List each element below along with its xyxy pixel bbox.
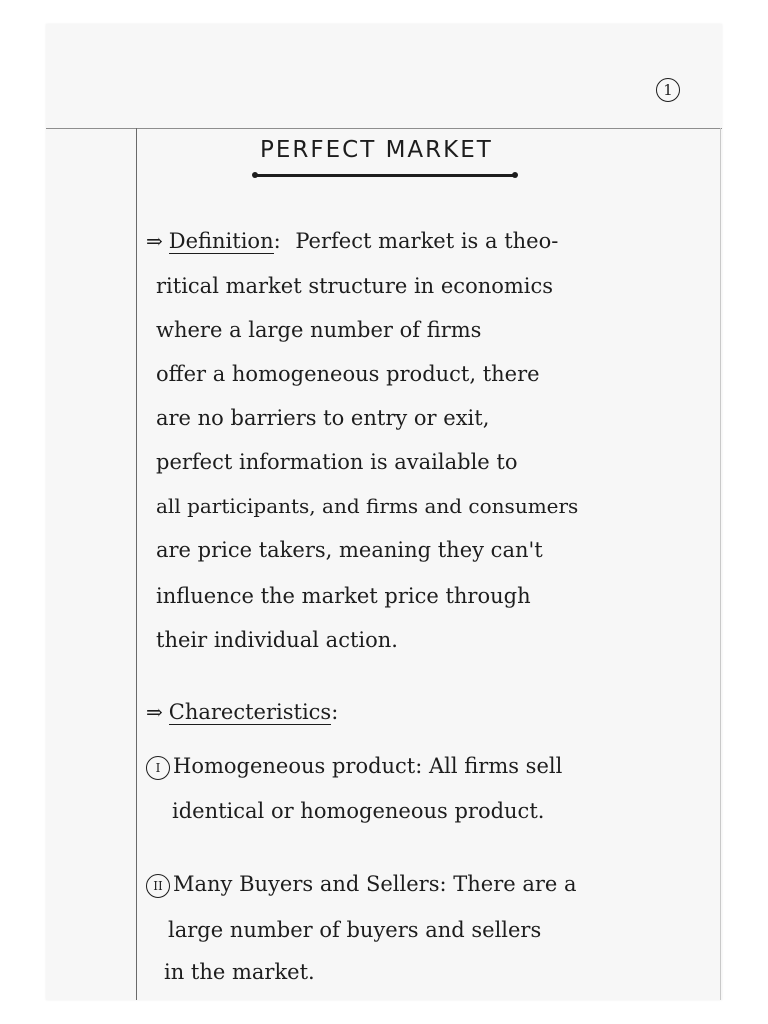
definition-line: all participants, and firms and consumers xyxy=(156,494,579,518)
item-text: Many Buyers and Sellers: There are a xyxy=(173,872,577,896)
notebook-page xyxy=(46,24,722,1000)
characteristic-item-1-line: identical or homogeneous product. xyxy=(172,799,545,823)
characteristics-label: Charecteristics xyxy=(168,700,332,724)
characteristic-item-2-line: in the market. xyxy=(164,960,315,984)
characteristic-item-2-line xyxy=(146,872,577,898)
characteristics-heading xyxy=(146,700,338,725)
margin-line xyxy=(136,128,137,1000)
definition-line: ritical market structure in economics xyxy=(156,274,554,298)
arrow-icon: ⇒ xyxy=(146,229,163,253)
page-title: PERFECT MARKET xyxy=(260,137,493,163)
definition-colon: : xyxy=(273,229,281,253)
definition-heading-line xyxy=(146,229,558,254)
definition-label: Definition xyxy=(168,229,274,253)
characteristic-item-2-line: large number of buyers and sellers xyxy=(168,918,542,942)
right-edge-line xyxy=(720,128,721,1000)
definition-line: where a large number of firms xyxy=(156,318,482,342)
title-underline xyxy=(254,174,516,177)
arrow-icon: ⇒ xyxy=(146,700,163,724)
item-number-badge: I xyxy=(146,756,170,780)
definition-line: perfect information is available to xyxy=(156,450,518,474)
definition-line: are no barriers to entry or exit, xyxy=(156,406,490,430)
item-text: Homogeneous product: All firms sell xyxy=(173,754,563,778)
definition-line: are price takers, meaning they can't xyxy=(156,538,543,562)
characteristic-item-1-line xyxy=(146,754,562,780)
definition-line: their individual action. xyxy=(156,628,398,652)
definition-first-line: Perfect market is a theo- xyxy=(295,229,559,253)
definition-line: offer a homogeneous product, there xyxy=(156,362,540,386)
characteristics-colon: : xyxy=(331,700,339,724)
definition-line: influence the market price through xyxy=(156,584,531,608)
top-rule-line xyxy=(46,128,722,129)
item-number-badge: II xyxy=(146,874,170,898)
page-number: 1 xyxy=(656,78,680,102)
